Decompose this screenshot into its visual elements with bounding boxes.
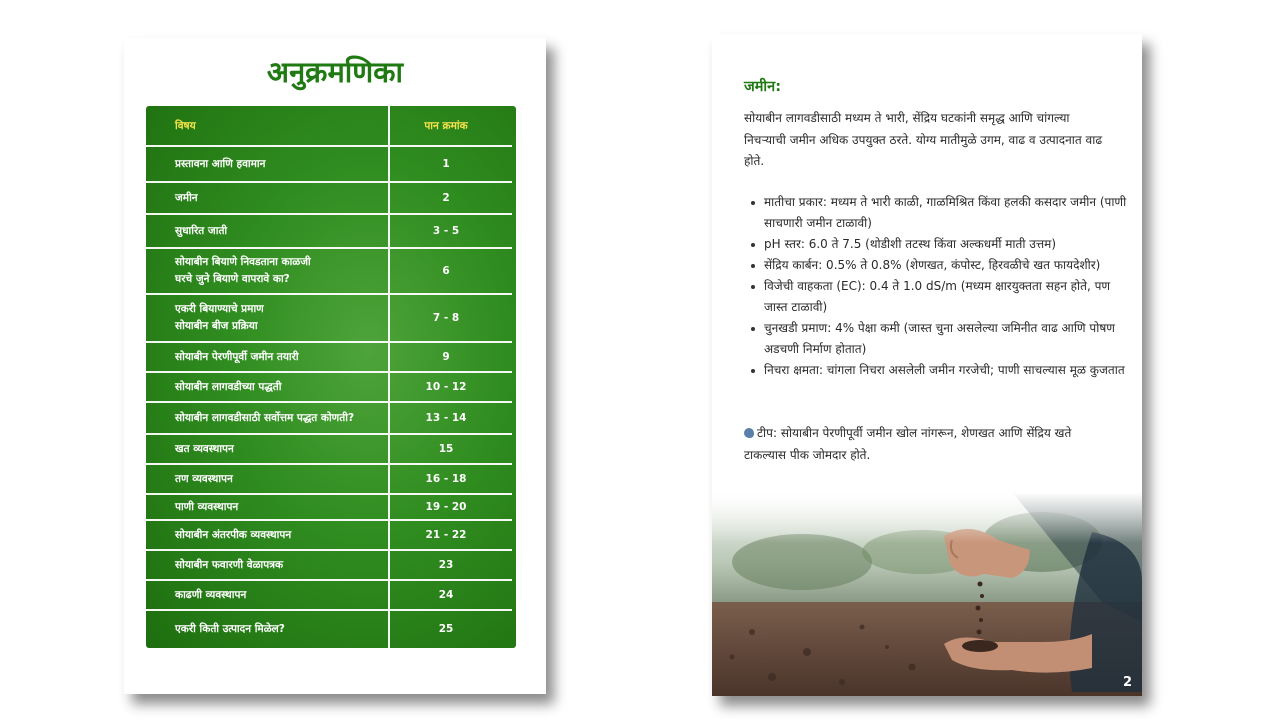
toc-topic: सोयाबीन बियाणे निवडताना काळजी घरचे जुने बियाणे वापरावे का?: [175, 256, 311, 285]
toc-row: [146, 610, 516, 648]
toc-page-number: 7 - 8: [432, 312, 460, 324]
soil-criteria-item: मातीचा प्रकार: मध्यम ते भारी काळी, गाळमिश्रित किंवा हलकी कसदार जमीन (पाणी साचणारी जमीन टाळावी): [764, 192, 1134, 234]
toc-page-number: 15: [438, 443, 454, 455]
soil-criteria-item: चुनखडी प्रमाण: 4% पेक्षा कमी (जास्त चुना असलेल्या जमिनीत वाढ आणि पोषण अडचणी निर्माण होतात): [764, 318, 1134, 360]
toc-topic: तण व्यवस्थापन: [175, 472, 233, 485]
toc-page-number: 6: [442, 265, 450, 277]
toc-topic: सोयाबीन लागवडीच्या पद्धती: [175, 380, 282, 393]
toc-row: [146, 342, 516, 372]
toc-header-topic: विषय: [175, 119, 196, 132]
toc-page-number: 13 - 14: [425, 412, 467, 424]
toc-page-number: 23: [438, 559, 454, 571]
toc-topic: सोयाबीन लागवडीसाठी सर्वोत्तम पद्धत कोणती?: [175, 411, 355, 424]
soil-hands-illustration: [712, 492, 1142, 696]
soil-criteria-item: pH स्तर: 6.0 ते 7.5 (थोडीशी तटस्थ किंवा अल्कधर्मी माती उत्तम): [764, 234, 1134, 255]
toc-topic: एकरी बियाण्याचे प्रमाण सोयाबीन बीज प्रक्रिया: [175, 303, 264, 332]
toc-page-number: 2: [442, 192, 450, 204]
section-title: जमीन:: [744, 79, 782, 95]
toc-row: [146, 580, 516, 610]
toc-topic: खत व्यवस्थापन: [175, 442, 234, 455]
toc-topic: पाणी व्यवस्थापन: [175, 500, 239, 513]
toc-page-number: 25: [438, 623, 454, 635]
toc-topic: काढणी व्यवस्थापन: [175, 588, 247, 601]
tip-paragraph: [744, 422, 1114, 466]
toc-row: [146, 214, 516, 248]
toc-header-page: पान क्रमांक: [424, 120, 468, 132]
toc-title: अनुक्रमणिका: [266, 55, 404, 89]
toc-page-number: 16 - 18: [425, 473, 467, 485]
toc-row: [146, 248, 516, 294]
soil-criteria-item: विजेची वाहकता (EC): 0.4 ते 1.0 dS/m (मध्यम क्षारयुक्तता सहन होते, पण जास्त टाळावी): [764, 276, 1134, 318]
toc-topic: सोयाबीन अंतरपीक व्यवस्थापन: [175, 528, 292, 541]
toc-row: [146, 494, 516, 520]
toc-topic: एकरी किती उत्पादन मिळेल?: [175, 622, 285, 635]
toc-row: [146, 464, 516, 494]
toc-row: [146, 372, 516, 402]
toc-page-number: 3 - 5: [432, 225, 460, 237]
soil-hands-photo: [712, 492, 1142, 696]
toc-row: [146, 294, 516, 342]
toc-topic: सोयाबीन फवारणी वेळापत्रक: [175, 558, 284, 571]
toc-row: [146, 550, 516, 580]
toc-row: [146, 402, 516, 434]
toc-page-number: 1: [442, 158, 450, 170]
toc-row: [146, 146, 516, 182]
toc-row: [146, 182, 516, 214]
intro-paragraph: सोयाबीन लागवडीसाठी मध्यम ते भारी, सेंद्रिय घटकांनी समृद्ध आणि चांगल्या निचऱ्याची जमीन अधिक उपयुक्त ठरते. योग्य मातीमुळे उगम, वाढ व उत्पादनात वाढ होते.: [744, 111, 1103, 168]
content-page: [712, 34, 1142, 696]
soil-criteria-list: [744, 192, 1134, 381]
toc-header-row: [146, 106, 516, 146]
toc-row: [146, 520, 516, 550]
toc-page-number: 21 - 22: [425, 529, 467, 541]
tip-text: टीप: सोयाबीन पेरणीपूर्वी जमीन खोल नांगरून, शेणखत आणि सेंद्रिय खते टाकल्यास पीक जोमदार होते.: [744, 426, 1072, 462]
toc-topic: सुधारित जाती: [175, 224, 228, 237]
toc-row: [146, 434, 516, 464]
toc-topic: प्रस्तावना आणि हवामान: [175, 157, 266, 170]
soil-criteria-item: सेंद्रिय कार्बन: 0.5% ते 0.8% (शेणखत, कंपोस्ट, हिरवळीचे खत फायदेशीर): [764, 255, 1134, 276]
toc-page-number: 10 - 12: [425, 381, 467, 393]
toc-page: [124, 38, 546, 694]
soil-criteria-item: निचरा क्षमता: चांगला निचरा असलेली जमीन गरजेची; पाणी साचल्यास मूळ कुजतात: [764, 360, 1134, 381]
toc-page-number: 19 - 20: [425, 501, 467, 513]
toc-page-number: 24: [438, 589, 454, 601]
toc-table: [146, 106, 516, 648]
page-number: 2: [1122, 675, 1132, 690]
speaking-head-icon: [744, 428, 754, 438]
toc-topic: सोयाबीन पेरणीपूर्वी जमीन तयारी: [175, 350, 299, 363]
toc-page-number: 9: [442, 351, 450, 363]
toc-topic: जमीन: [175, 191, 198, 204]
